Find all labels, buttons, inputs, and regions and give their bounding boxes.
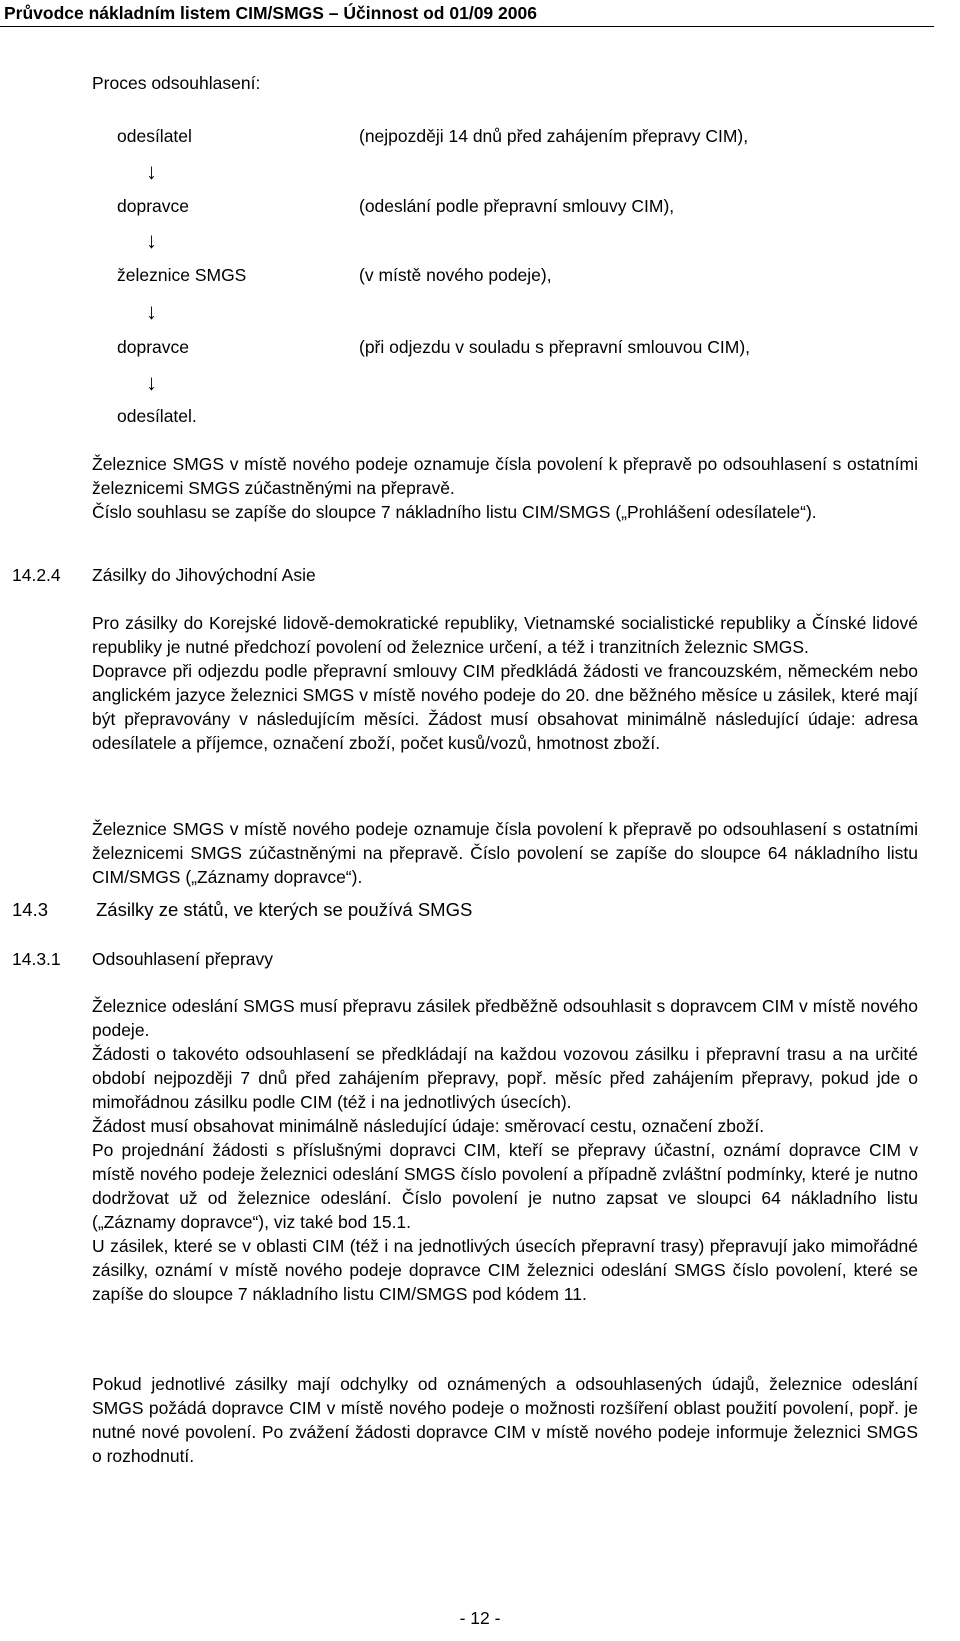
paragraph-block — [92, 994, 918, 1306]
paragraph: Železnice SMGS v místě nového podeje oznamuje čísla povolení k přepravě po odsouhlasení s ostatními železnicemi SMGS zúčastněnými na přepravě. Číslo povolení se zapíše do sloupce 64 nákladního listu CIM/SMGS („Záznamy dopravce“). — [92, 819, 918, 887]
paragraph-block — [92, 452, 918, 524]
arrow-down-icon: ↓ — [146, 370, 157, 395]
paragraph-block — [92, 1372, 918, 1468]
section-title: Odsouhlasení přepravy — [92, 949, 273, 969]
process-step-party: dopravce — [117, 196, 189, 216]
process-step-party: dopravce — [117, 337, 189, 357]
paragraph: Číslo souhlasu se zapíše do sloupce 7 nákladního listu CIM/SMGS („Prohlášení odesílatele“). — [92, 502, 817, 522]
section-title: Zásilky ze států, ve kterých se používá SMGS — [96, 899, 473, 920]
page-number: - 12 - — [459, 1608, 501, 1628]
process-step-party: odesílatel. — [117, 406, 197, 426]
paragraph-block — [92, 817, 918, 889]
section-number: 14.3.1 — [12, 949, 61, 969]
process-step-note: (odeslání podle přepravní smlouvy CIM), — [359, 196, 675, 216]
paragraph: Železnice odeslání SMGS musí přepravu zásilek předběžně odsouhlasit s dopravcem CIM v místě nového podeje. — [92, 996, 918, 1040]
arrow-down-icon: ↓ — [146, 159, 157, 184]
arrow-down-icon: ↓ — [146, 228, 157, 253]
paragraph: U zásilek, které se v oblasti CIM (též i na jednotlivých úsecích přepravní trasy) přepravují jako mimořádné zásilky, oznámí v místě nového podeje dopravce CIM železnici odeslání SMGS číslo povolení, které se zapíše do sloupce 7 nákladního listu CIM/SMGS pod kódem 11. — [92, 1236, 918, 1304]
paragraph-block — [92, 611, 918, 755]
arrow-down-icon: ↓ — [146, 299, 157, 324]
process-step-note: (v místě nového podeje), — [359, 265, 552, 285]
paragraph: Železnice SMGS v místě nového podeje oznamuje čísla povolení k přepravě po odsouhlasení s ostatními železnicemi SMGS zúčastněnými na přepravě. — [92, 454, 918, 498]
paragraph: Pokud jednotlivé zásilky mají odchylky od oznámených a odsouhlasených údajů, železnice odeslání SMGS požádá dopravce CIM v místě nového podeje o možnosti rozšíření oblast použití povolení, popř. je nutné nové povolení. Po zvážení žádosti dopravce CIM v místě nového podeje informuje železnici SMGS o rozhodnutí. — [92, 1374, 918, 1466]
section-number: 14.2.4 — [12, 565, 61, 585]
process-heading: Proces odsouhlasení: — [92, 73, 261, 93]
paragraph: Pro zásilky do Korejské lidově-demokratické republiky, Vietnamské socialistické republiky a Čínské lidové republiky je nutné předchozí povolení od železnice určení, a též i tranzitních železnic SMGS. — [92, 613, 918, 657]
running-header: Průvodce nákladním listem CIM/SMGS – Účinnost od 01/09 2006 — [0, 0, 934, 27]
paragraph: Žádosti o takovéto odsouhlasení se předkládají na každou vozovou zásilku i přepravní trasu a na určité období nejpozději 7 dnů před zahájením přepravy, popř. měsíc před zahájením přepravy, pokud jde o mimořádnou zásilku podle CIM (též i na jednotlivých úsecích). — [92, 1044, 918, 1112]
paragraph: Po projednání žádosti s příslušnými dopravci CIM, kteří se přepravy účastní, oznámí dopravce CIM v místě nového podeje železnici odeslání SMGS číslo povolení a případně zvláštní podmínky, které je nutno dodržovat už od železnice odeslání. Číslo povolení je nutno zapsat ve sloupci 64 nákladního listu („Záznamy dopravce“), viz také bod 15.1. — [92, 1140, 918, 1232]
process-step-party: železnice SMGS — [117, 265, 247, 285]
paragraph: Dopravce při odjezdu podle přepravní smlouvy CIM předkládá žádosti ve francouzském, německém nebo anglickém jazyce železnici SMGS v místě nového podeje do 20. dne běžného měsíce u zásilek, které mají být přepravovány v následujícím měsíci. Žádost musí obsahovat minimálně následující údaje: adresa odesílatele a příjemce, označení zboží, počet kusů/vozů, hmotnost zboží. — [92, 661, 918, 753]
paragraph: Žádost musí obsahovat minimálně následující údaje: směrovací cestu, označení zboží. — [92, 1116, 765, 1136]
process-step-party: odesílatel — [117, 126, 192, 146]
process-step-note: (při odjezdu v souladu s přepravní smlouvou CIM), — [359, 337, 751, 357]
process-step-note: (nejpozději 14 dnů před zahájením přepravy CIM), — [359, 126, 749, 146]
section-number: 14.3 — [12, 899, 49, 920]
section-title: Zásilky do Jihovýchodní Asie — [92, 565, 316, 585]
